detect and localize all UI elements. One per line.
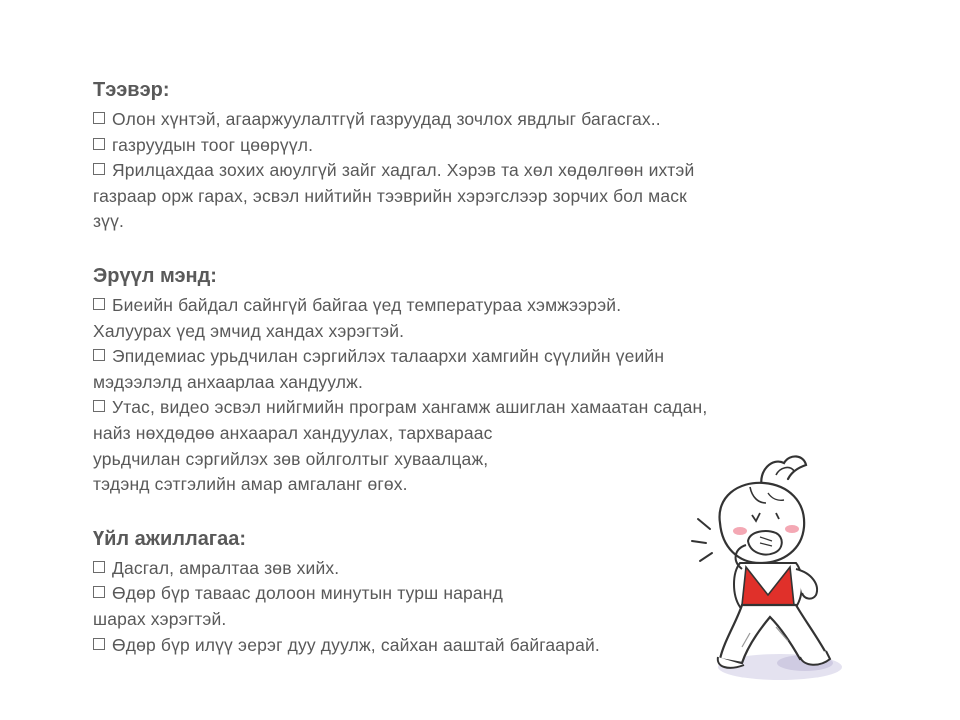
item-line: зүү. [93,211,124,232]
item-line: Эпидемиас урьдчилан сэргийлэх талаархи хамгийн сүүлийн үеийн [112,346,665,367]
checkbox-bullet-icon [93,638,105,650]
section-heading: Үйл ажиллагаа: [93,527,247,550]
list-item [93,133,853,159]
item-line: шарах хэрэгтэй. [93,608,227,629]
item-line: Утас, видео эсвэл нийгмийн програм хангамж ашиглан хамаатан садан, [112,397,708,418]
section-heading: Тээвэр: [93,79,170,101]
item-line: Өдөр бүр илүү эерэг дуу дуулж, сайхан ааштай байгаарай. [112,634,600,655]
list-item [93,107,853,133]
list-item [93,344,853,395]
checkbox-bullet-icon [93,561,105,573]
item-line: Ярилцахдаа зохих аюулгүй зайг хадгал. Хэрэв та хөл хөдөлгөөн ихтэй [112,160,695,181]
item-line: Өдөр бүр тавааc долоон минутын турш наранд [112,583,503,604]
item-line: газраар орж гарах, эсвэл нийтийн тээврийн хэрэгслээр зорчих бол маск [93,185,687,206]
item-line: Биеийн байдал сайнгүй байгаа үед температураа хэмжээрэй. [112,294,622,315]
item-line: Халуурах үед эмчид хандах хэрэгтэй. [93,320,405,341]
list-item [93,293,853,344]
checkbox-bullet-icon [93,298,105,310]
item-line: тэдэнд сэтгэлийн амар амгаланг өгөх. [93,474,408,495]
item-line: газруудын тоог цөөрүүл. [112,134,314,155]
checkbox-bullet-icon [93,586,105,598]
checkbox-bullet-icon [93,349,105,361]
checkbox-bullet-icon [93,400,105,412]
item-line: урьдчилан сэргийлэх зөв ойлголтыг хуваалцаж, [93,448,489,469]
checkbox-bullet-icon [93,163,105,175]
item-line: Олон хүнтэй, агааржуулалтгүй газруудад зочлох явдлыг багасгах.. [112,109,661,129]
checkbox-bullet-icon [93,112,105,124]
checkbox-bullet-icon [93,138,105,150]
list-item [93,158,853,235]
section-heading: Эрүүл мэнд: [93,264,217,287]
coughing-child-illustration [680,445,880,685]
item-line: мэдээлэлд анхаарлаа хандуулж. [93,371,363,392]
item-line: найз нөхдөдөө анхаарал хандуулах, тархвараас [93,422,493,443]
item-line: Дасгал, амралтаа зөв хийх. [112,557,340,578]
section-transport [93,77,853,235]
